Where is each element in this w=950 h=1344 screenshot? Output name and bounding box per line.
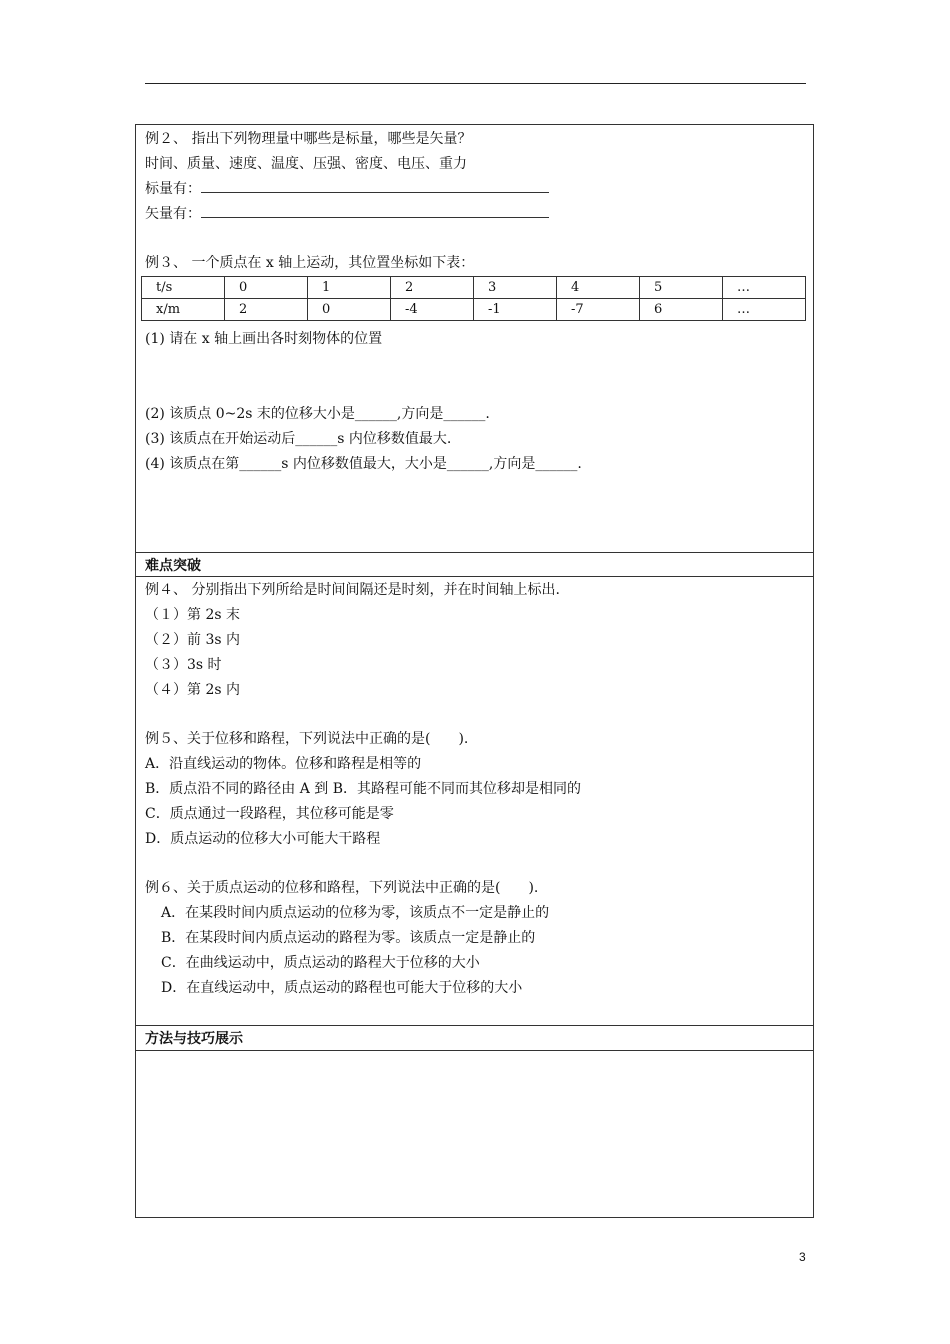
table-cell: 1 <box>308 277 391 299</box>
ex6-option-a: A．在某段时间内质点运动的位移为零，该质点不一定是静止的 <box>161 905 550 921</box>
table-cell: -7 <box>557 299 640 321</box>
ex2-scalar-blank <box>201 180 549 193</box>
section-title-difficulty: 难点突破 <box>145 558 201 574</box>
ex4-item: （２）前 3s 内 <box>145 632 240 648</box>
divider <box>136 1050 813 1051</box>
table-row <box>142 299 806 321</box>
ex6-option-d: D．在直线运动中，质点运动的路程也可能大于位移的大小 <box>161 980 523 996</box>
ex2-prompt: 例２、 指出下列物理量中哪些是标量，哪些是矢量？ <box>145 131 472 147</box>
table-cell: 2 <box>225 299 308 321</box>
worksheet-frame <box>135 124 814 1218</box>
ex6-option-c: C．在曲线运动中，质点运动的路程大于位移的大小 <box>161 955 480 971</box>
divider <box>136 576 813 577</box>
table-cell: … <box>723 299 806 321</box>
table-cell: 3 <box>474 277 557 299</box>
table-cell: -4 <box>391 299 474 321</box>
ex2-vector-label: 矢量有： <box>145 206 201 222</box>
divider <box>136 1025 813 1026</box>
table-cell: 6 <box>640 299 723 321</box>
ex6-prompt: 例６、关于质点运动的位移和路程，下列说法中正确的是( ). <box>145 880 539 896</box>
table-cell: 5 <box>640 277 723 299</box>
ex4-item: （４）第 2s 内 <box>145 682 240 698</box>
table-cell: 4 <box>557 277 640 299</box>
ex3-question-2: (2) 该质点 0~2s 末的位移大小是______,方向是______. <box>145 406 490 422</box>
page-number: 3 <box>799 1250 806 1264</box>
ex6-option-b: B．在某段时间内质点运动的路程为零。该质点一定是静止的 <box>161 930 536 946</box>
table-cell: x/m <box>142 299 225 321</box>
ex2-vector-blank <box>201 205 549 218</box>
header-rule <box>145 83 806 84</box>
ex2-scalar-row <box>145 180 549 198</box>
section-title-methods: 方法与技巧展示 <box>145 1031 243 1047</box>
position-table <box>141 276 806 321</box>
ex2-vector-row <box>145 205 549 223</box>
table-cell: -1 <box>474 299 557 321</box>
table-row <box>142 277 806 299</box>
ex3-question-3: (3) 该质点在开始运动后______s 内位移数值最大. <box>145 431 452 447</box>
table-cell: 2 <box>391 277 474 299</box>
ex5-option-d: D．质点运动的位移大小可能大干路程 <box>145 831 381 847</box>
ex5-prompt: 例５、关于位移和路程，下列说法中正确的是( ). <box>145 731 469 747</box>
divider <box>136 552 813 553</box>
ex2-quantity-list: 时间、质量、速度、温度、压强、密度、电压、重力 <box>145 156 467 172</box>
ex3-prompt: 例３、 一个质点在 x 轴上运动，其位置坐标如下表： <box>145 255 475 271</box>
ex4-item: （３）3s 时 <box>145 657 222 673</box>
ex5-option-c: C．质点通过一段路程，其位移可能是零 <box>145 806 394 822</box>
ex4-prompt: 例４、 分别指出下列所给是时间间隔还是时刻，并在时间轴上标出. <box>145 582 560 598</box>
ex3-question-1: (1) 请在 x 轴上画出各时刻物体的位置 <box>145 331 383 347</box>
ex4-item: （１）第 2s 末 <box>145 607 240 623</box>
table-cell: t/s <box>142 277 225 299</box>
ex5-option-b: B．质点沿不同的路径由 A 到 B．其路程可能不同而其位移却是相同的 <box>145 781 582 797</box>
ex3-question-4: (4) 该质点在第______s 内位移数值最大，大小是______,方向是______. <box>145 456 582 472</box>
table-cell: 0 <box>225 277 308 299</box>
ex5-option-a: A．沿直线运动的物体。位移和路程是相等的 <box>145 756 422 772</box>
ex2-scalar-label: 标量有： <box>145 181 201 197</box>
table-cell: 0 <box>308 299 391 321</box>
table-cell: … <box>723 277 806 299</box>
